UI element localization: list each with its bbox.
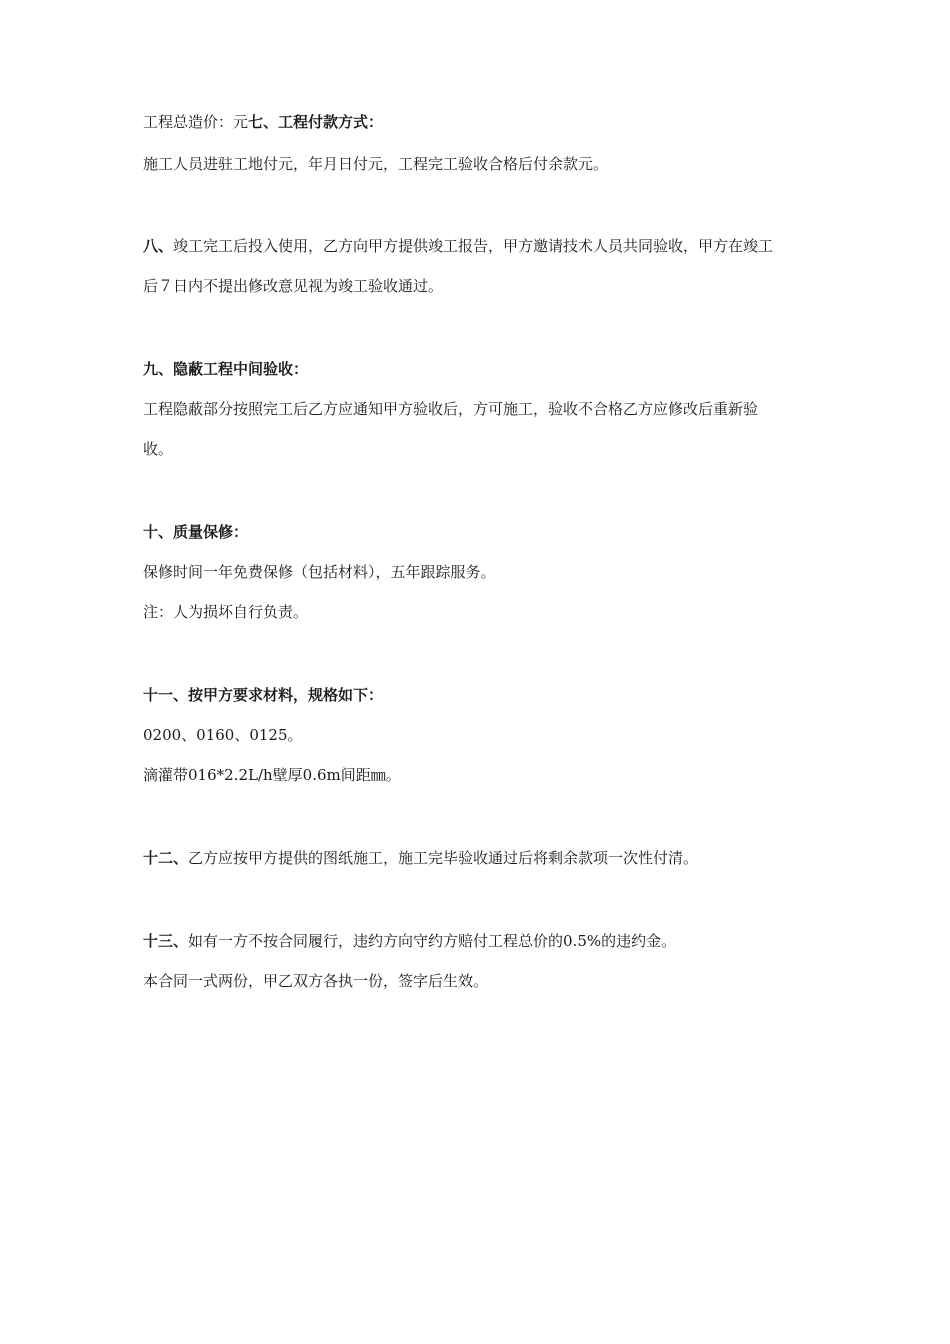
section-13-number: 十三、	[143, 932, 189, 950]
section-11-line-1: 0200、0160、0125。	[143, 726, 303, 744]
section-7-title-line	[143, 112, 823, 132]
section-8-number: 八、	[143, 237, 174, 255]
closing-statement: 本合同一式两份，甲乙双方各执一份，签字后生效。	[143, 972, 489, 990]
section-11-heading: 十一、按甲方要求材料，规格如下：	[143, 686, 384, 704]
section-9-line-2: 收。	[143, 440, 174, 458]
section-10-heading: 十、质量保修：	[143, 523, 249, 541]
section-9-line-1: 工程隐蔽部分按照完工后乙方应通知甲方验收后，方可施工，验收不合格乙方应修改后重新验	[143, 400, 759, 418]
section-13-line	[143, 931, 823, 951]
section-8-text-1: 竣工完工后投入使用，乙方向甲方提供竣工报告，甲方邀请技术人员共同验收，甲方在竣工	[173, 237, 774, 255]
section-12-number: 十二、	[143, 849, 189, 867]
total-price-text: 工程总造价：元	[143, 113, 249, 131]
section-13-text: 如有一方不按合同履行，违约方向守约方赔付工程总价的0.5%的违约金。	[188, 932, 677, 950]
section-8-line-1	[143, 236, 823, 256]
section-7-body: 施工人员进驻工地付元，年月日付元，工程完工验收合格后付余款元。	[143, 155, 609, 173]
section-12-text: 乙方应按甲方提供的图纸施工，施工完毕验收通过后将剩余款项一次性付清。	[188, 849, 699, 867]
section-12-line	[143, 848, 823, 868]
section-9-heading: 九、隐蔽工程中间验收：	[143, 360, 309, 378]
section-8-line-2: 后７日内不提出修改意见视为竣工验收通过。	[143, 277, 444, 295]
section-10-line-2: 注：人为损坏自行负责。	[143, 603, 309, 621]
section-10-line-1: 保修时间一年免费保修（包括材料），五年跟踪服务。	[143, 563, 496, 581]
section-11-line-2: 滴灌带016*2.2L/h壁厚0.6m间距㎜。	[143, 766, 401, 784]
section-7-heading: 七、工程付款方式：	[248, 113, 384, 131]
